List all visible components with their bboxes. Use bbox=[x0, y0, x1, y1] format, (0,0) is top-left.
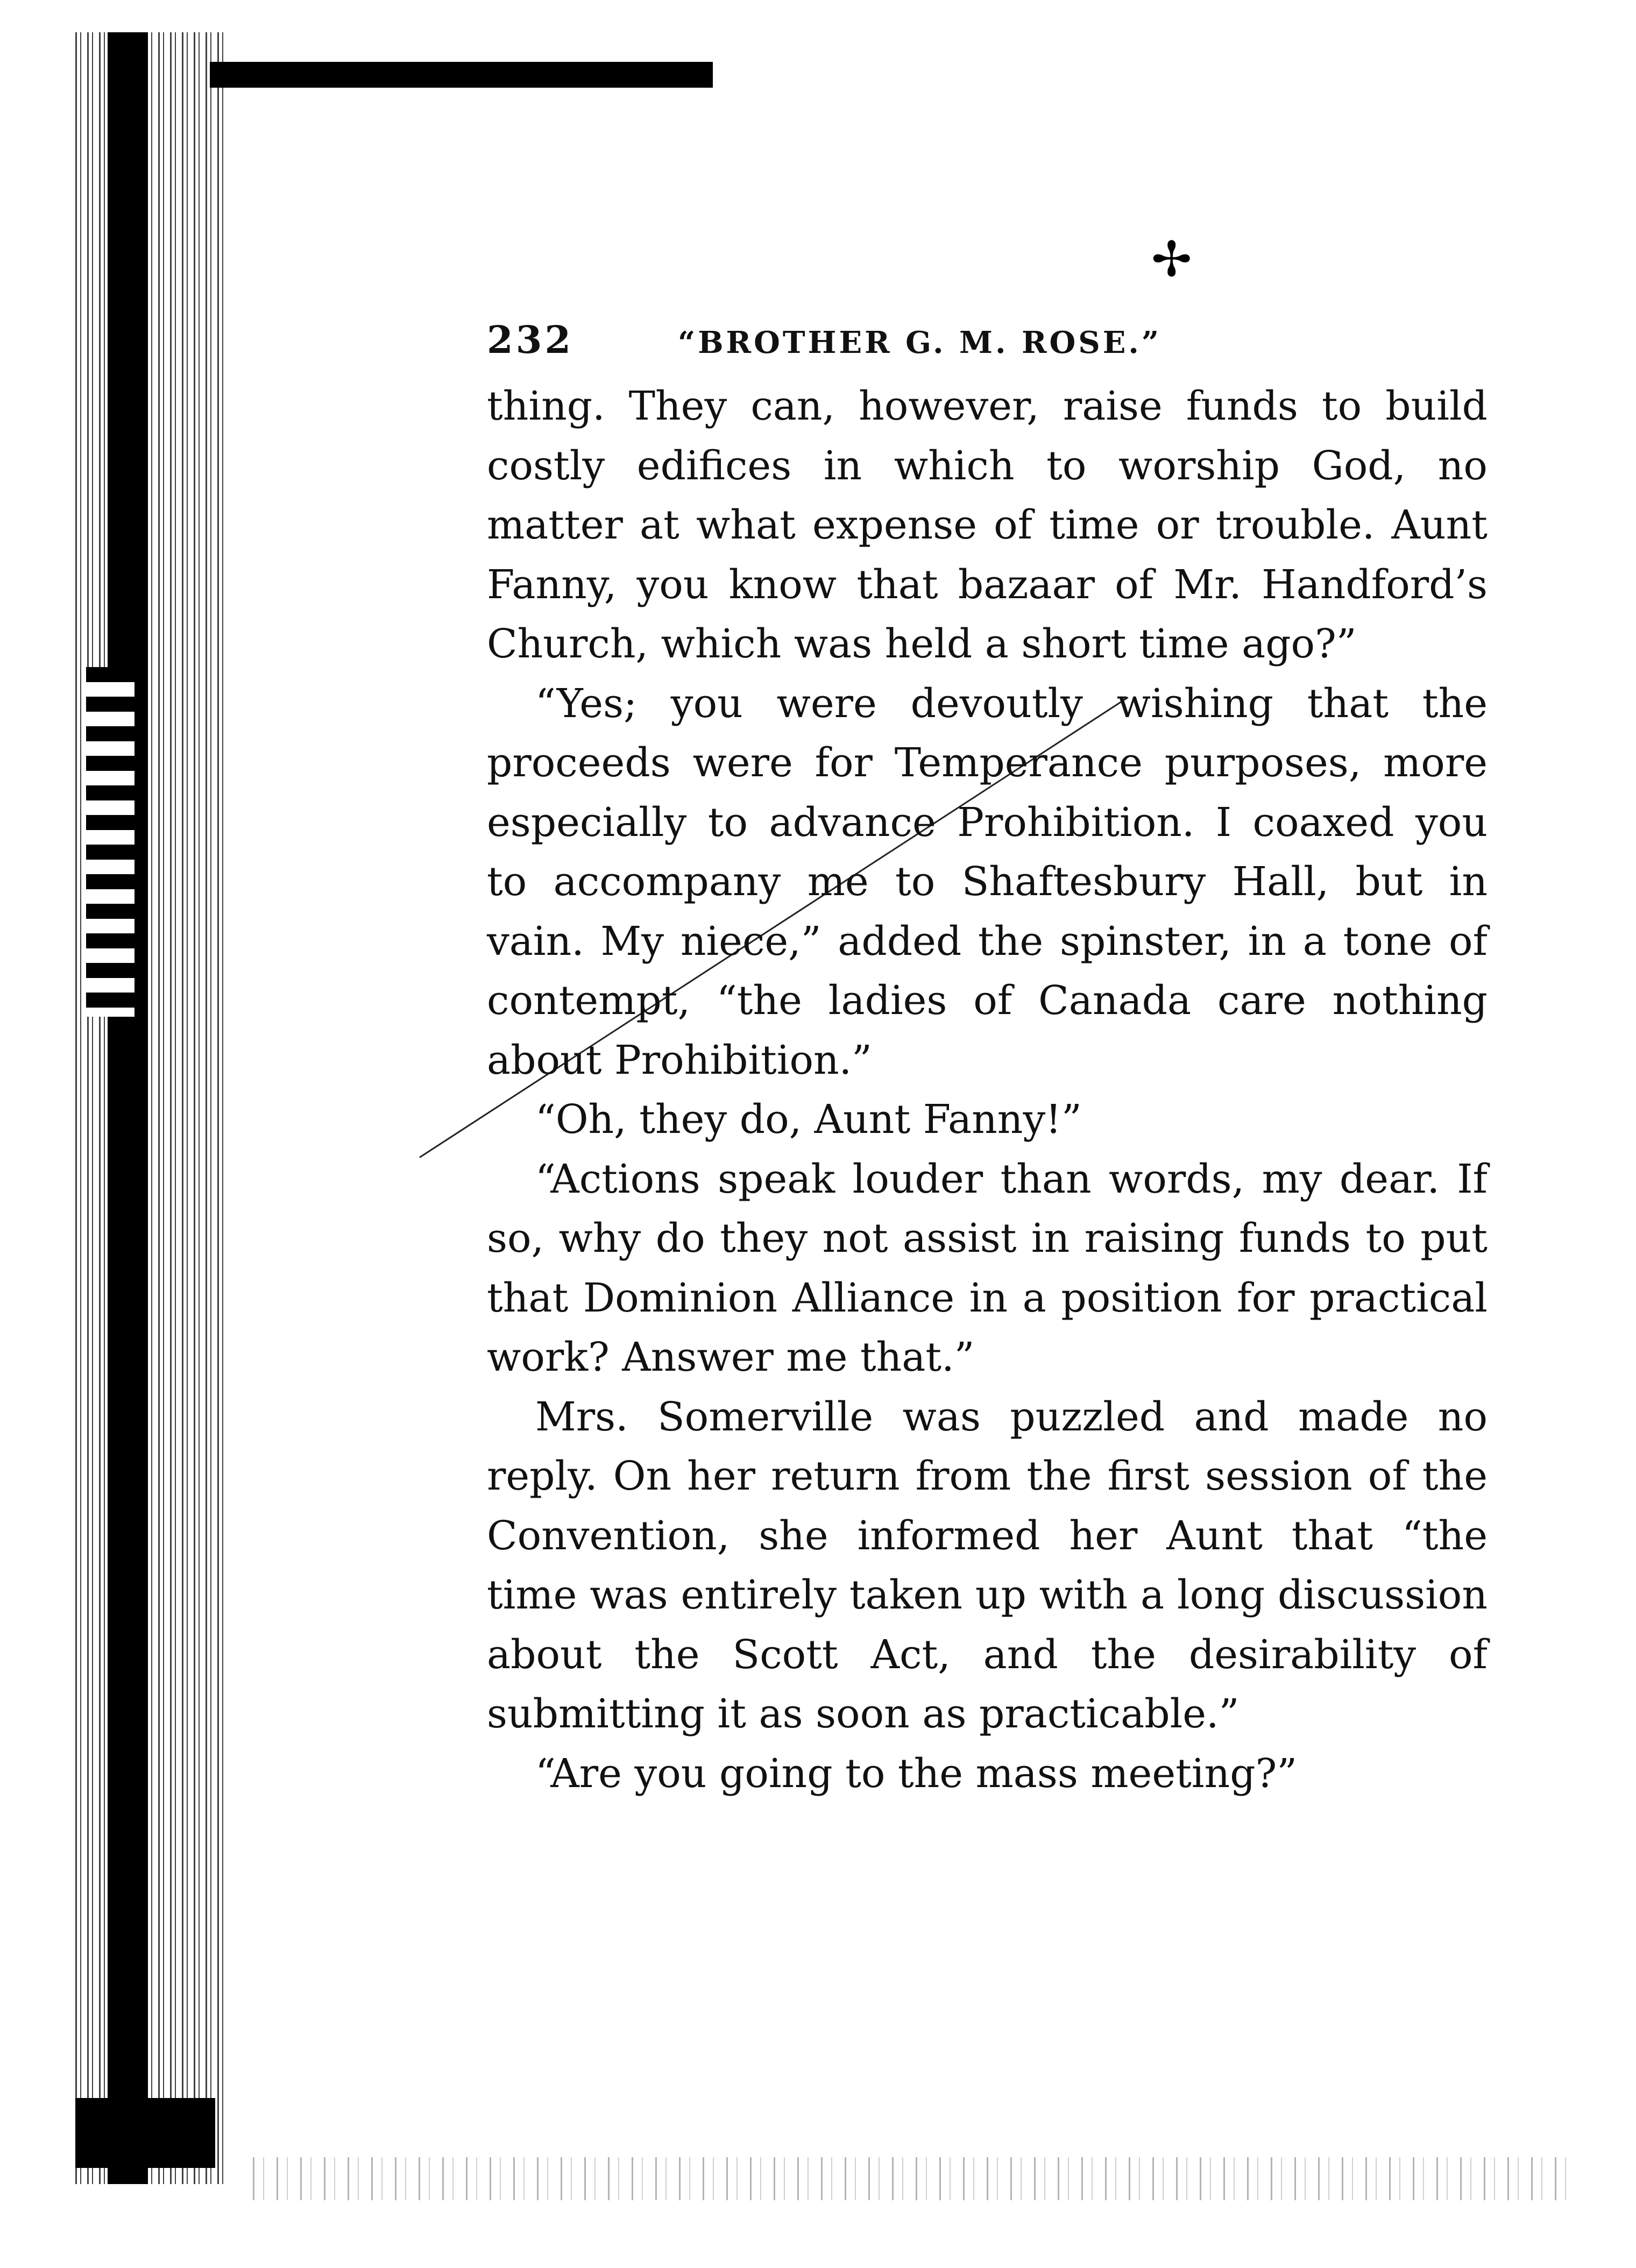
paragraph: “Are you going to the mass meeting?” bbox=[535, 1750, 1298, 1797]
bottom-specks bbox=[253, 2157, 1571, 2200]
running-head: “BROTHER G. M. ROSE.” bbox=[678, 325, 1162, 360]
scan-top-bar bbox=[210, 62, 713, 88]
paragraph: thing. They can, however, raise funds to build costly edifices in which to worship God, no matter at what expense of time or trouble. Aunt Fanny, you know that bazaar of Mr. Handford’s Church, which was held a short time ago?” bbox=[487, 383, 1488, 667]
book-page bbox=[487, 317, 1488, 1803]
ink-blot-ornament: ✢ bbox=[1151, 231, 1192, 288]
body-text bbox=[487, 377, 1488, 1803]
binding-shadow bbox=[108, 32, 148, 2184]
paragraph: “Actions speak louder than words, my dear. If so, why do they not assist in raising funds to put that Dominion Alliance in a position for practical work? Answer me that.” bbox=[487, 1156, 1488, 1380]
paragraph: Mrs. Somerville was puzzled and made no reply. On her return from the first session of the Convention, she informed her Aunt that “the time was entirely taken up with a long discussion about the Scott Act, and the desirability of submitting it as soon as practicable.” bbox=[487, 1393, 1488, 1737]
page-number: 232 bbox=[487, 317, 574, 362]
page-header bbox=[487, 317, 1488, 377]
book-binding-edge bbox=[75, 32, 229, 2184]
margin-marks bbox=[86, 667, 134, 1017]
paragraph: “Yes; you were devoutly wishing that the proceeds were for Temperance purposes, more especially to advance Prohibition. I coaxed you to accompany me to Shaftesbury Hall, but in vain. My niece,” added the spinster, in a tone of contempt, “the ladies of Canada care nothing about Prohibition.” bbox=[487, 680, 1488, 1083]
paragraph: “Oh, they do, Aunt Fanny!” bbox=[535, 1096, 1082, 1143]
binding-corner bbox=[75, 2098, 215, 2168]
